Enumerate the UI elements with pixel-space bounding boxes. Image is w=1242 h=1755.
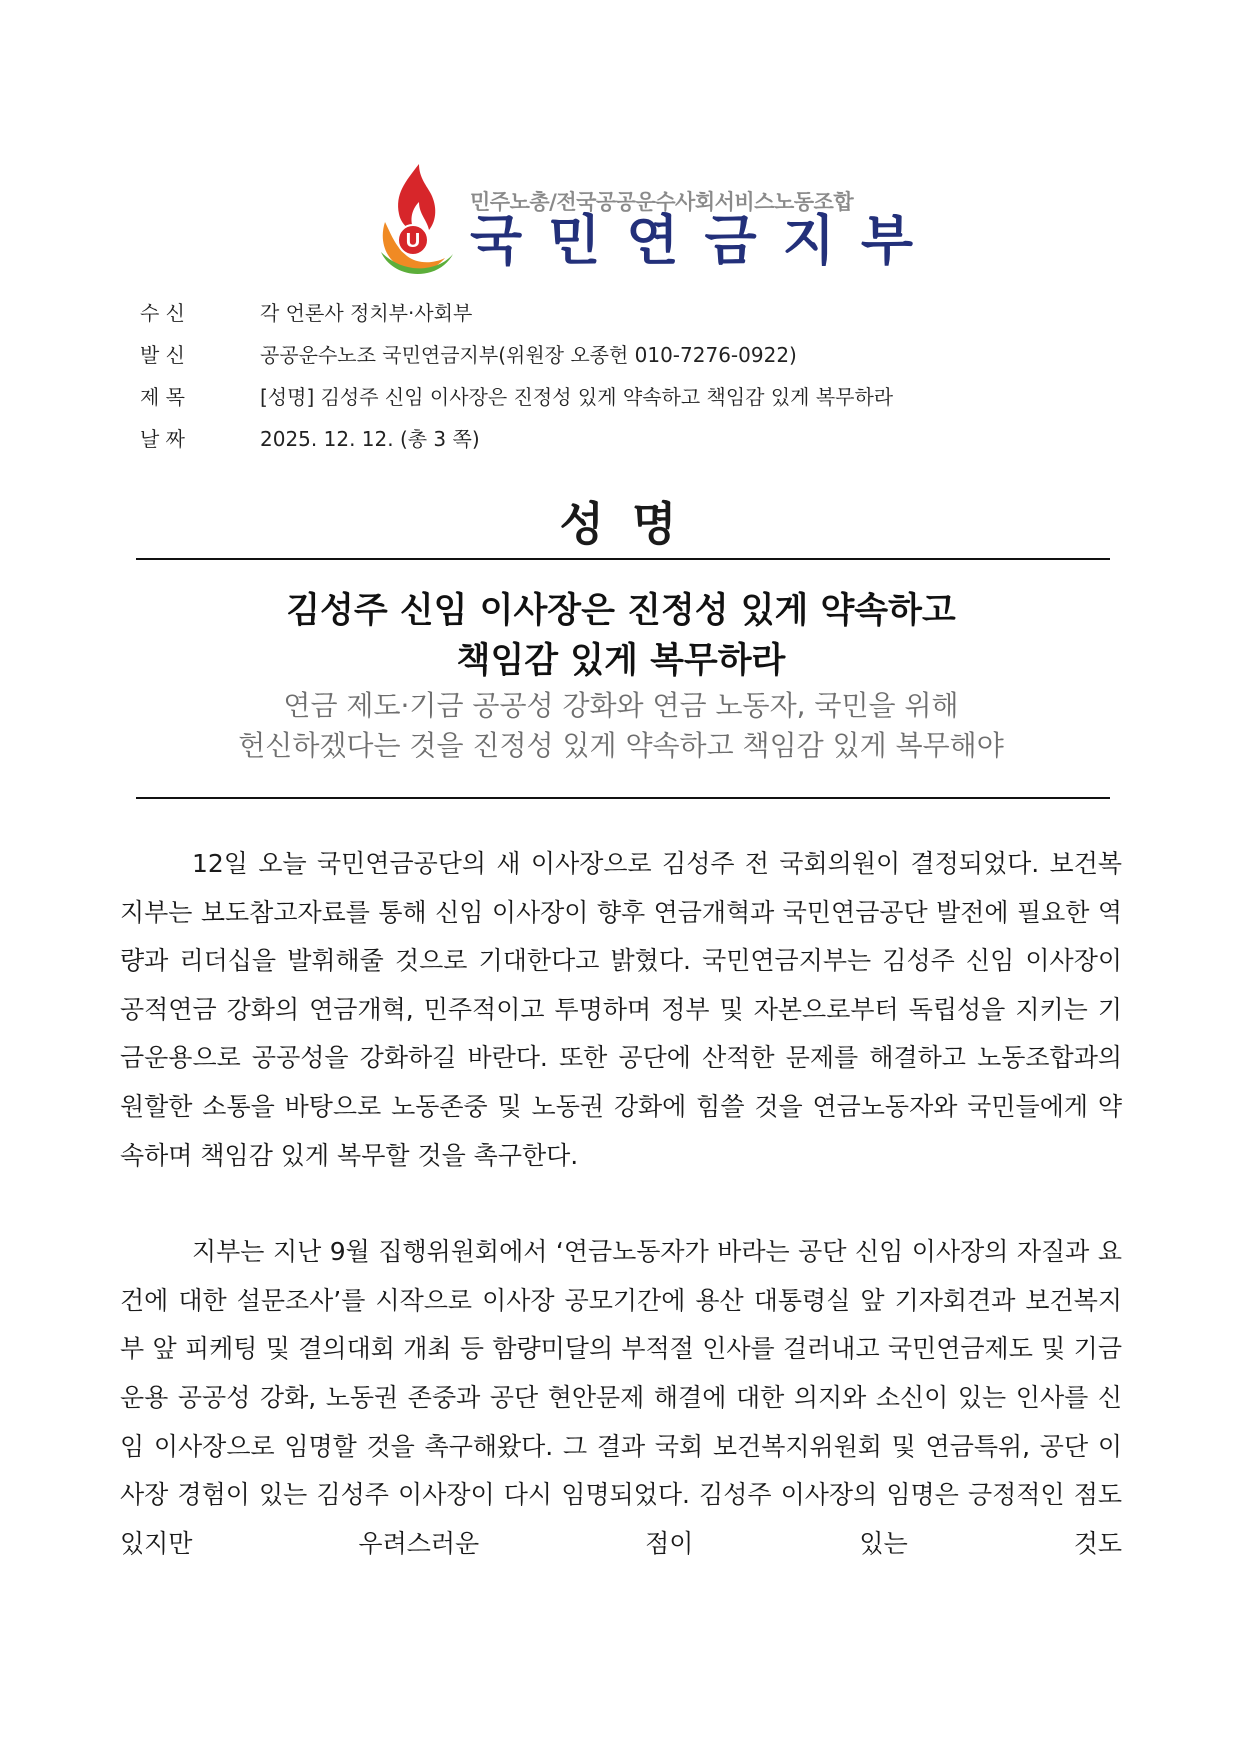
header-meta	[140, 290, 894, 458]
meta-value: 2025. 12. 12. (총 3 쪽)	[260, 426, 480, 451]
branch-name: 국민연금지부	[470, 209, 939, 272]
statement-body	[120, 840, 1122, 1568]
meta-row-subject	[140, 374, 894, 416]
flame-u-emblem-icon	[375, 160, 455, 278]
emblem-letter: U	[405, 230, 421, 252]
bottom-divider	[136, 797, 1110, 799]
meta-value: 공공운수노조 국민연금지부(위원장 오종헌 010-7276-0922)	[260, 342, 797, 367]
statement-subtitle	[0, 686, 1242, 766]
title-line-2: 책임감 있게 복무하라	[456, 641, 786, 681]
subtitle-line-2: 헌신하겠다는 것을 진정성 있게 약속하고 책임감 있게 복무해야	[238, 729, 1004, 762]
meta-value: 각 언론사 정치부·사회부	[260, 300, 473, 325]
top-divider	[136, 558, 1110, 560]
subtitle-line-1: 연금 제도·기금 공공성 강화와 연금 노동자, 국민을 위해	[283, 689, 959, 722]
meta-row-sender	[140, 332, 797, 374]
body-paragraph: 지부는 지난 9월 집행위원회에서 ‘연금노동자가 바라는 공단 신임 이사장의 자질과 요건에 대한 설문조사’를 시작으로 이사장 공모기간에 용산 대통령실 앞 기자회견과 보건복지부 앞 피케팅 및 결의대회 개최 등 함량미달의 부적절 인사를 걸러내고 국민연금제도 및 기금운용 공공성 강화, 노동권 존중과 공단 현안문제 해결에 대한 의지와 소신이 있는 인사를 신임 이사장으로 임명할 것을 촉구해왔다. 그 결과 국회 보건복지위원회 및 연금특위, 공단 이사장 경험이 있는 김성주 이사장이 다시 임명되었다. 김성주 이사장의 임명은 긍정적인 점도 있지만 우려스러운 점이 있는 것도	[120, 1237, 1122, 1558]
title-line-1: 김성주 신임 이사장은 진정성 있게 약속하고	[286, 591, 956, 631]
meta-row-date	[140, 416, 480, 458]
document-type-heading: 성 명	[559, 497, 683, 551]
meta-value: [성명] 김성주 신임 이사장은 진정성 있게 약속하고 책임감 있게 복무하라	[260, 384, 894, 409]
statement-title	[0, 586, 1242, 686]
meta-row-recipient	[140, 290, 473, 332]
union-org-name: 민주노총/전국공공운수사회서비스노동조합	[470, 190, 854, 214]
body-paragraph: 12일 오늘 국민연금공단의 새 이사장으로 김성주 전 국회의원이 결정되었다. 보건복지부는 보도참고자료를 통해 신임 이사장이 향후 연금개혁과 국민연금공단 발전에 필요한 역량과 리더십을 발휘해줄 것으로 기대한다고 밝혔다. 국민연금지부는 김성주 신임 이사장이 공적연금 강화의 연금개혁, 민주적이고 투명하며 정부 및 자본으로부터 독립성을 지키는 기금운용으로 공공성을 강화하길 바란다. 또한 공단에 산적한 문제를 해결하고 노동조합과의 원할한 소통을 바탕으로 노동존중 및 노동권 강화에 힘쓸 것을 연금노동자와 국민들에게 약속하며 책임감 있게 복무할 것을 촉구한다.	[120, 849, 1122, 1170]
meta-key: 수 신	[140, 300, 185, 325]
union-logo	[375, 160, 939, 278]
meta-key: 발 신	[140, 342, 185, 367]
meta-key: 날 짜	[140, 426, 185, 451]
meta-key: 제 목	[140, 384, 185, 409]
